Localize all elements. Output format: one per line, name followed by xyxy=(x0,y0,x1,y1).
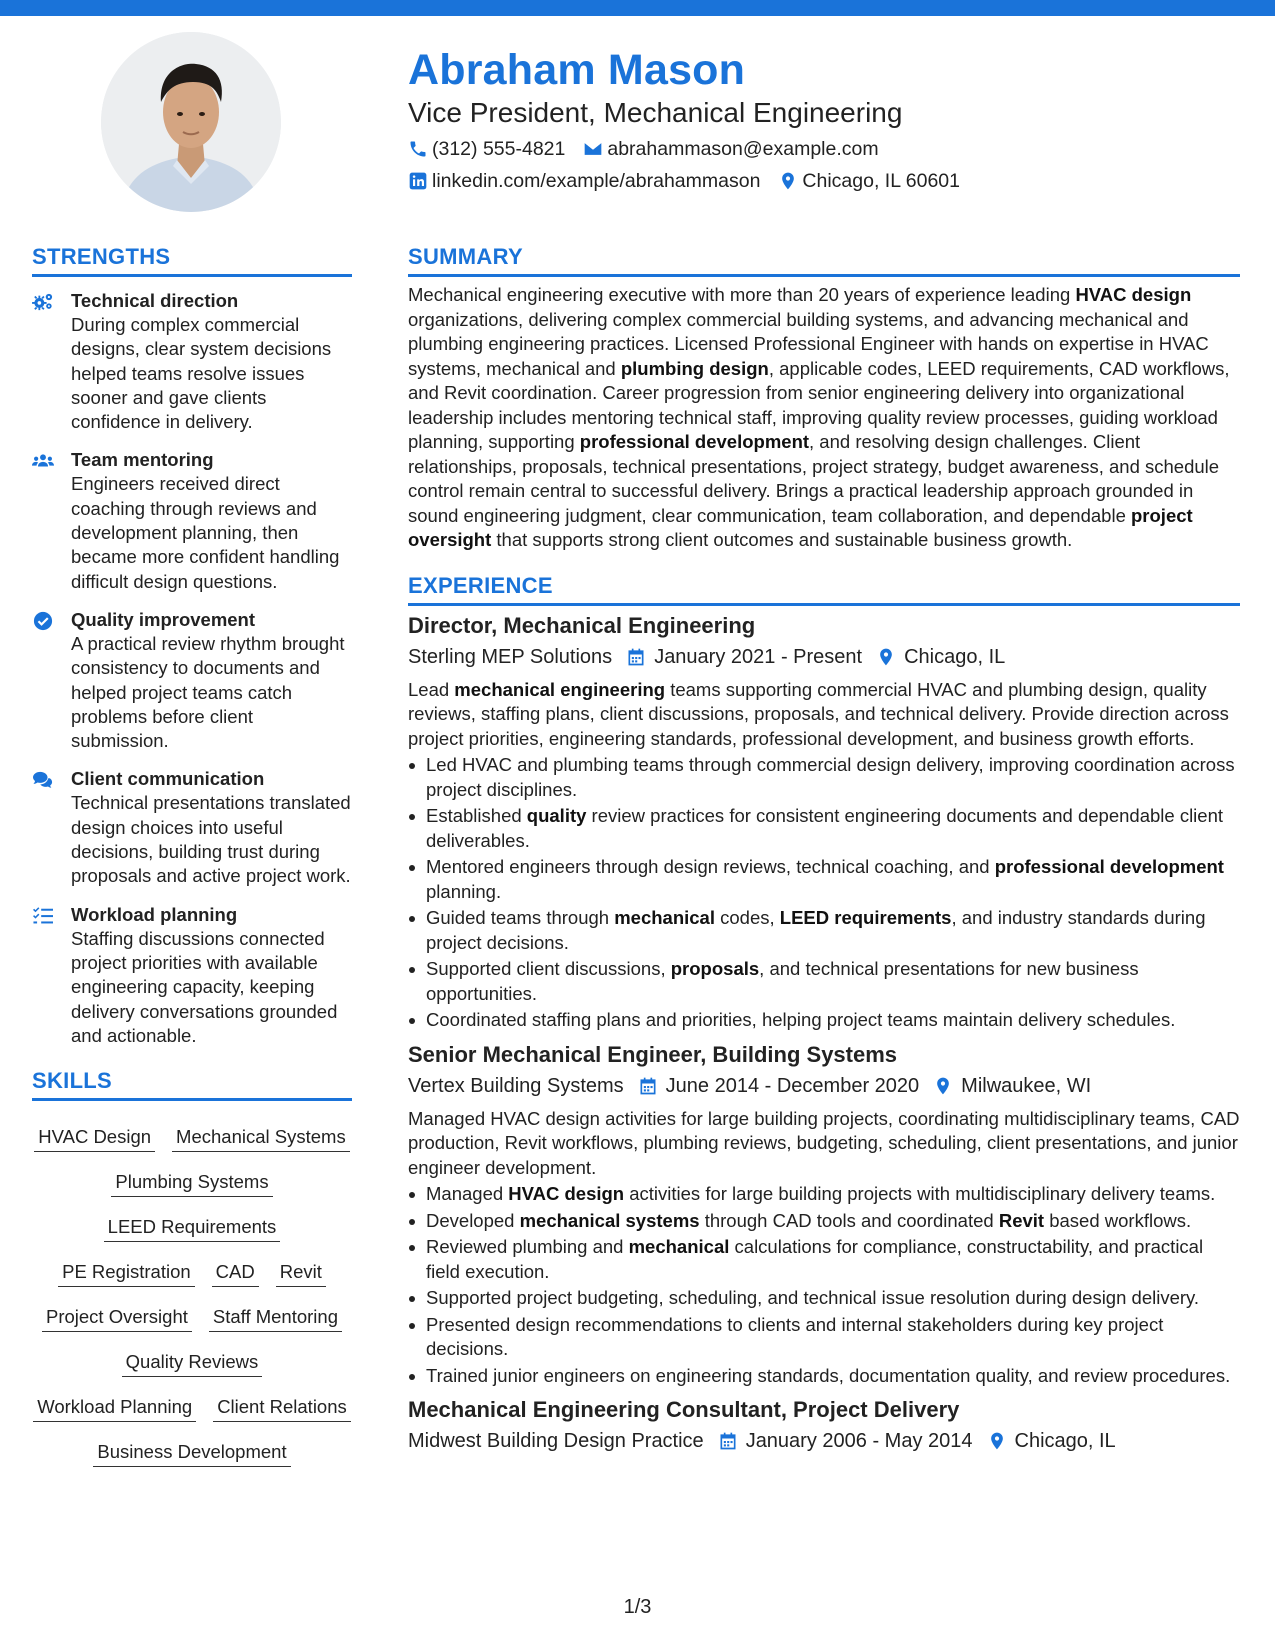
job-entry xyxy=(408,1041,1240,1389)
top-accent-bar xyxy=(0,0,1275,16)
strength-item xyxy=(32,903,352,1048)
company-text: Midwest Building Design Practice xyxy=(408,1430,704,1452)
phone-icon xyxy=(408,139,428,159)
job-location xyxy=(876,642,1005,672)
skill-row xyxy=(32,1426,352,1471)
candidate-title: Vice President, Mechanical Engineering xyxy=(408,97,903,128)
text-segment: , and technical presentations for new business opportunities. xyxy=(426,958,1139,1004)
text-segment: Trained junior engineers on engineering standards, documentation quality, and review procedures. xyxy=(426,1364,1231,1386)
skill-row xyxy=(32,1156,352,1201)
skill-tag: Revit xyxy=(276,1260,326,1287)
location-contact xyxy=(778,166,960,196)
emphasis-text: mechanical systems xyxy=(519,1209,700,1231)
skill-tag: Plumbing Systems xyxy=(111,1170,272,1197)
emphasis-text: quality xyxy=(526,805,587,826)
left-column xyxy=(32,244,352,1471)
strength-body xyxy=(71,289,352,434)
skill-tag: Project Oversight xyxy=(42,1305,192,1332)
emphasis-text: proposals xyxy=(670,958,760,979)
bullet-item xyxy=(408,1313,1240,1362)
text-segment: that supports strong client outcomes and sustainable business growth. xyxy=(491,529,1073,550)
text-segment: codes, xyxy=(714,907,780,928)
summary-text xyxy=(408,283,1240,553)
dates-text: January 2021 - Present xyxy=(654,645,863,668)
location-text: Chicago, IL 60601 xyxy=(802,170,960,192)
text-segment: , and resolving design challenges. Client relationships, proposals, technical presentations, project strategy, budget awareness, and schedule control remain central to successful delivery. Brings a practical leadership approach grounded in sound engineering judgment, clear communication, team collaboration, and dependable xyxy=(408,431,1220,526)
bullet-item xyxy=(408,1286,1240,1311)
job-bullets xyxy=(408,753,1240,1033)
skill-tag: LEED Requirements xyxy=(104,1215,281,1242)
text-segment: Reviewed plumbing and xyxy=(426,1236,629,1257)
text-segment: organizations, delivering complex commercial building systems, and advancing mechanical and plumbing engineering practices. Licensed Professional Engineer with hands on expertise in HVAC systems, mechanical and xyxy=(408,308,1209,379)
strength-description: Engineers received direct coaching through reviews and development planning, then became more confident handling difficult design questions. xyxy=(71,473,340,592)
calendar-icon xyxy=(626,647,646,667)
location-text: Chicago, IL xyxy=(904,645,1006,668)
text-segment: activities for large building projects with multidisciplinary delivery teams. xyxy=(624,1183,1216,1204)
resume-header xyxy=(408,44,1228,196)
phone-contact xyxy=(408,134,565,164)
company-text: Vertex Building Systems xyxy=(408,1074,624,1097)
bullet-item xyxy=(408,906,1240,955)
linkedin-text[interactable]: linkedin.com/example/abrahammason xyxy=(432,170,761,192)
emphasis-text: professional development xyxy=(579,431,810,452)
dates-text: January 2006 - May 2014 xyxy=(745,1430,973,1452)
users-icon xyxy=(32,448,71,593)
text-segment: Lead xyxy=(408,678,455,700)
text-segment: Mechanical engineering executive with more than 20 years of experience leading xyxy=(408,284,1076,305)
page-number: 1/3 xyxy=(623,1596,652,1618)
job-bullets xyxy=(408,1182,1240,1388)
map-pin-icon xyxy=(876,647,896,667)
skill-row xyxy=(32,1246,352,1291)
emphasis-text: mechanical engineering xyxy=(454,678,666,700)
strength-item xyxy=(32,448,352,593)
linkedin-contact[interactable] xyxy=(408,166,760,196)
strength-description: Technical presentations translated design choices into useful decisions, building trust during proposals and active project work. xyxy=(71,792,351,887)
bullet-item xyxy=(408,855,1240,904)
strength-item xyxy=(32,767,352,888)
skill-tag: HVAC Design xyxy=(34,1125,155,1152)
profile-photo-image xyxy=(101,32,281,212)
skill-tag: PE Registration xyxy=(58,1260,195,1287)
strength-body xyxy=(71,767,352,888)
text-segment: Managed HVAC design activities for large building projects, coordinating multidisciplinary teams, CAD production, Revit workflows, plumbing reviews, budgeting, scheduling, client presentations, and junior engineer development. xyxy=(408,1107,1240,1178)
text-segment: planning. xyxy=(426,880,502,902)
text-segment: Presented design recommendations to clients and internal stakeholders during key project decisions. xyxy=(426,1313,1164,1359)
emphasis-text: mechanical xyxy=(628,1236,730,1257)
phone-text: (312) 555-4821 xyxy=(432,138,566,160)
strength-title: Technical direction xyxy=(71,290,239,311)
dates-text: June 2014 - December 2020 xyxy=(665,1074,920,1097)
text-segment: , and industry standards during project decisions. xyxy=(426,907,1206,953)
strength-title: Quality improvement xyxy=(71,608,256,630)
calendar-icon xyxy=(638,1076,658,1096)
bullet-item xyxy=(408,1182,1240,1207)
contact-row-2 xyxy=(408,166,1228,196)
strength-title: Team mentoring xyxy=(71,449,214,471)
text-segment: calculations for compliance, constructability, and practical field execution. xyxy=(426,1236,1204,1282)
job-company xyxy=(408,1426,704,1456)
bullet-item xyxy=(408,1209,1240,1234)
experience-heading: EXPERIENCE xyxy=(408,573,1240,606)
jobs-list xyxy=(408,612,1240,1457)
strength-description: During complex commercial designs, clear system decisions helped teams resolve issues sooner and gave clients confidence in delivery. xyxy=(71,314,332,433)
bullet-item xyxy=(408,957,1240,1006)
job-dates xyxy=(626,642,862,672)
skills-list xyxy=(32,1111,352,1471)
emphasis-text: professional development xyxy=(994,856,1224,877)
text-segment: review practices for consistent engineering documents and dependable client deliverables. xyxy=(426,805,1224,851)
map-pin-icon xyxy=(987,1431,1007,1451)
job-title: Senior Mechanical Engineer, Building Systems xyxy=(408,1041,898,1067)
text-segment: Guided teams through xyxy=(426,907,615,928)
strength-description: Staffing discussions connected project priorities with available engineering capacity, keeping delivery conversations grounded and actionable. xyxy=(71,927,338,1046)
strength-title: Workload planning xyxy=(71,903,238,925)
map-pin-icon xyxy=(778,171,798,191)
skill-row xyxy=(32,1336,352,1381)
job-meta xyxy=(408,1426,1240,1456)
job-company xyxy=(408,1071,624,1101)
emphasis-text: HVAC design xyxy=(508,1183,625,1204)
strengths-heading: STRENGTHS xyxy=(32,244,352,277)
job-company xyxy=(408,642,612,672)
text-segment: Managed xyxy=(426,1183,509,1204)
strength-item xyxy=(32,608,352,753)
strengths-list xyxy=(32,289,352,1048)
strength-item xyxy=(32,289,352,434)
strength-body xyxy=(71,608,352,753)
skill-tag: Client Relations xyxy=(213,1395,351,1422)
text-segment: Supported client discussions, xyxy=(426,958,671,979)
text-segment: Mentored engineers through design reviews, technical coaching, and xyxy=(426,856,995,877)
skills-heading: SKILLS xyxy=(32,1068,352,1101)
skill-tag: Staff Mentoring xyxy=(209,1305,342,1332)
envelope-icon xyxy=(583,139,603,159)
text-segment: Led HVAC and plumbing teams through commercial design delivery, improving coordination across project disciplines. xyxy=(426,754,1235,800)
skill-row xyxy=(32,1201,352,1246)
skill-row xyxy=(32,1111,352,1156)
skill-tag: CAD xyxy=(212,1260,259,1287)
job-entry xyxy=(408,1396,1240,1456)
job-dates xyxy=(638,1071,920,1101)
bullet-item xyxy=(408,804,1240,853)
job-title: Mechanical Engineering Consultant, Project Delivery xyxy=(408,1397,960,1422)
job-title: Director, Mechanical Engineering xyxy=(408,612,756,638)
gears-icon xyxy=(32,289,71,434)
text-segment: Supported project budgeting, scheduling, and technical issue resolution during design delivery. xyxy=(426,1287,1200,1308)
job-location xyxy=(987,1426,1116,1456)
emphasis-text: project oversight xyxy=(408,504,1193,550)
strength-title: Client communication xyxy=(71,768,265,790)
check-circle-icon xyxy=(32,608,71,753)
strength-description: A practical review rhythm brought consistency to documents and helped project teams catch problems before client submission. xyxy=(71,632,345,752)
text-segment: Developed xyxy=(426,1209,520,1231)
candidate-name: Abraham Mason xyxy=(408,46,746,94)
skill-tag: Mechanical Systems xyxy=(172,1125,350,1152)
comments-icon xyxy=(32,767,71,888)
bullet-item xyxy=(408,1235,1240,1284)
job-description xyxy=(408,1107,1240,1181)
summary-heading: SUMMARY xyxy=(408,244,1240,277)
map-pin-icon xyxy=(933,1076,953,1096)
emphasis-text: mechanical xyxy=(614,907,715,928)
email-contact[interactable] xyxy=(583,134,878,164)
text-segment: Established xyxy=(426,805,527,826)
job-location xyxy=(933,1071,1091,1101)
emphasis-text: LEED requirements xyxy=(779,907,952,928)
job-meta xyxy=(408,642,1240,672)
text-segment: , applicable codes, LEED requirements, CAD workflows, and Revit coordination. Career progression from senior engineering delivery into organizational leadership includes mentoring technical staff, improving quality review processes, guiding workload planning, supporting xyxy=(408,357,1230,452)
company-text: Sterling MEP Solutions xyxy=(408,645,613,668)
location-text: Milwaukee, WI xyxy=(961,1074,1092,1097)
linkedin-icon xyxy=(408,171,428,191)
skill-tag: Quality Reviews xyxy=(122,1350,263,1377)
email-text[interactable]: abrahammason@example.com xyxy=(607,138,879,160)
text-segment: based workflows. xyxy=(1044,1209,1192,1231)
job-dates xyxy=(718,1426,973,1456)
emphasis-text: Revit xyxy=(998,1209,1045,1231)
text-segment: teams supporting commercial HVAC and plumbing design, quality reviews, staffing plans, client discussions, proposals, and technical delivery. Provide direction across project priorities, engineering standards, professional development, and business growth efforts. xyxy=(408,678,1229,749)
contact-row-1 xyxy=(408,134,1228,164)
text-segment: Coordinated staffing plans and priorities, helping project teams maintain delivery schedules. xyxy=(426,1009,1176,1030)
job-entry xyxy=(408,612,1240,1033)
bullet-item xyxy=(408,1008,1240,1033)
skill-row xyxy=(32,1381,352,1426)
skill-tag: Workload Planning xyxy=(33,1395,196,1422)
strength-body xyxy=(71,903,352,1048)
strength-body xyxy=(71,448,352,593)
emphasis-text: HVAC design xyxy=(1075,284,1192,305)
list-check-icon xyxy=(32,903,71,1048)
right-column xyxy=(408,244,1240,1456)
emphasis-text: plumbing design xyxy=(620,357,769,379)
job-meta xyxy=(408,1071,1240,1101)
bullet-item xyxy=(408,1364,1240,1389)
bullet-item xyxy=(408,753,1240,802)
text-segment: through CAD tools and coordinated xyxy=(699,1209,999,1231)
skill-row xyxy=(32,1291,352,1336)
calendar-icon xyxy=(718,1431,738,1451)
profile-photo xyxy=(101,32,281,212)
skill-tag: Business Development xyxy=(93,1440,290,1467)
location-text: Chicago, IL xyxy=(1014,1430,1116,1452)
job-description xyxy=(408,678,1240,752)
